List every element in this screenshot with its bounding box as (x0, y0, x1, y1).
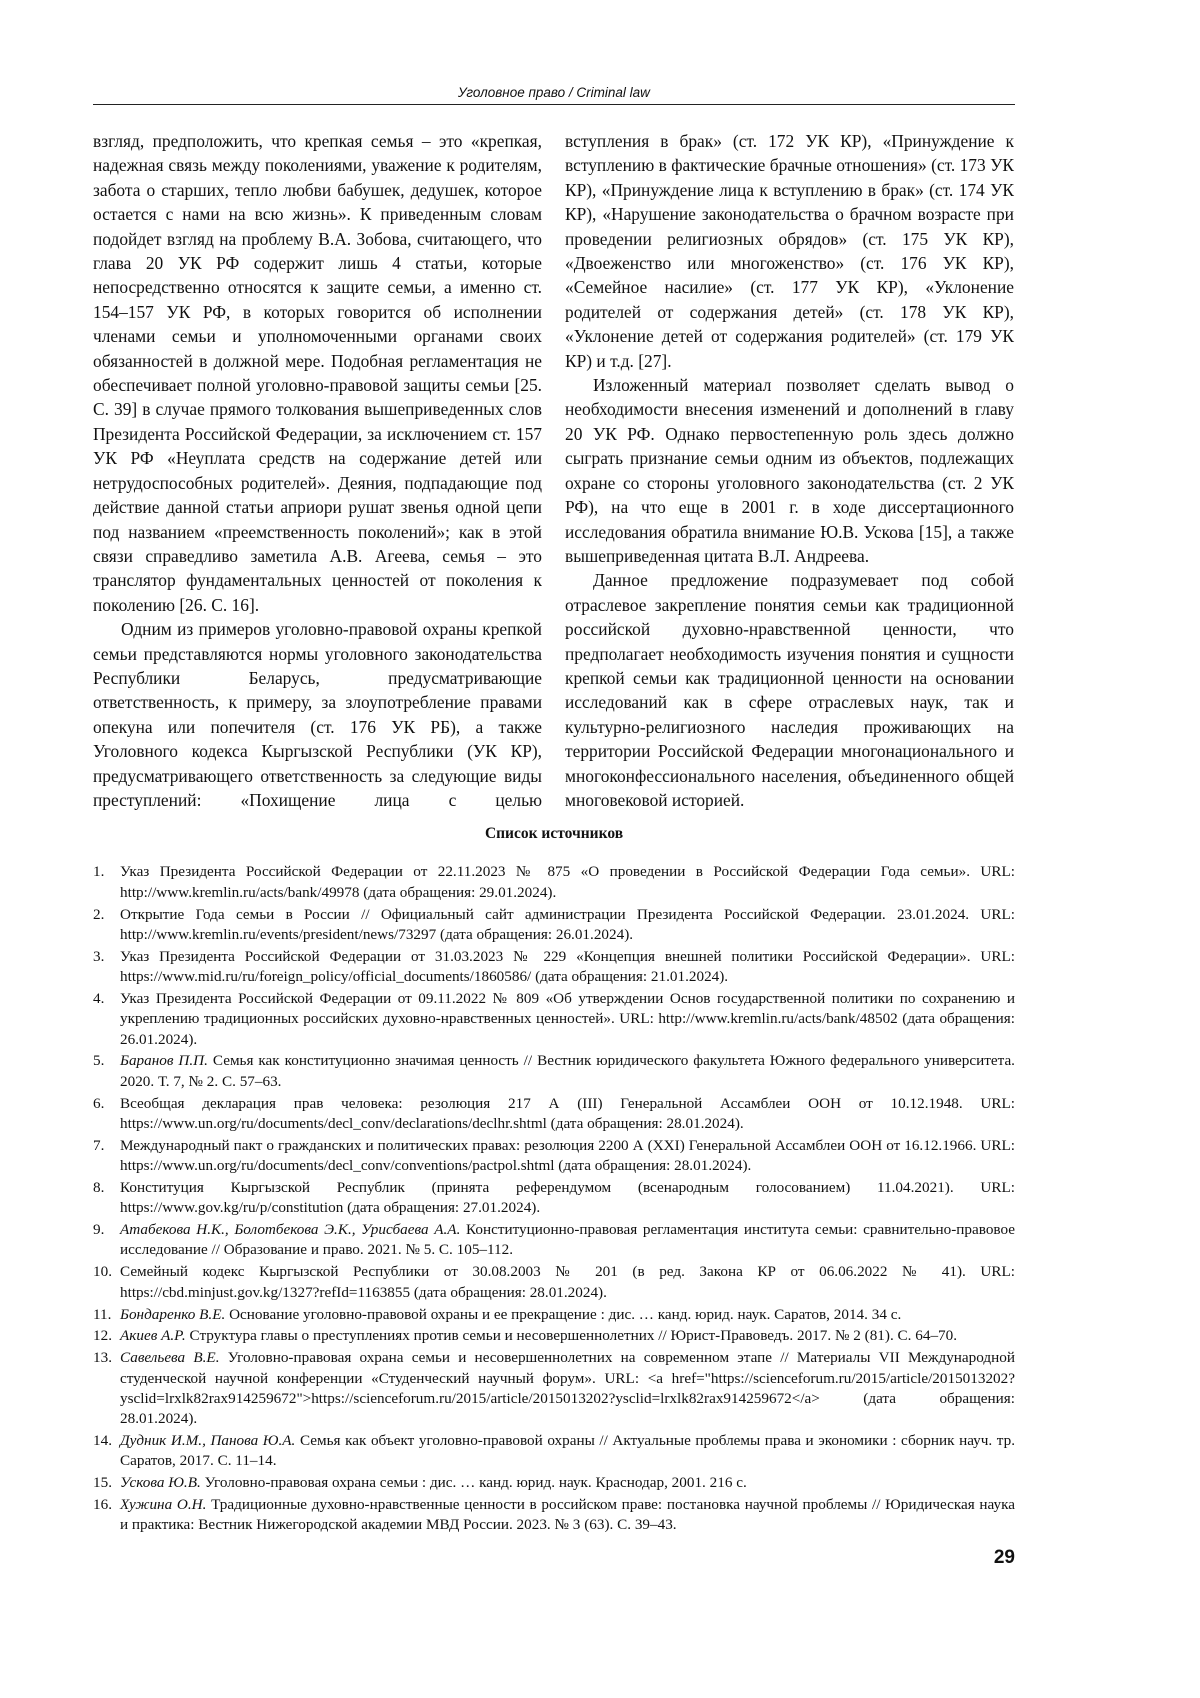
paragraph: Изложенный материал позволяет сделать вывод о необходимости внесения изменений и дополнений в главу 20 УК РФ. Однако первостепенную роль здесь должно сыграть признание семьи одним из объектов, подлежащих охране со стороны уголовного законодательства (ст. 2 УК РФ), на что еще в 2001 г. в ходе диссертационного исследования обратила внимание Ю.В. Ускова [15], а также вышеприведенная цитата В.Л. Андреева. (565, 373, 1014, 568)
reference-number: 6. (93, 1094, 104, 1114)
reference-item (93, 1473, 1015, 1493)
reference-text: Семья как объект уголовно-правовой охраны // Актуальные проблемы права и экономики : сборник науч. тр. Саратов, 2017. С. 11–14. (120, 1432, 1015, 1469)
reference-text: Основание уголовно-правовой охраны и ее прекращение : дис. … канд. юрид. наук. Саратов, 2014. 34 с. (225, 1306, 901, 1323)
reference-author: Атабекова Н.К., Болотбекова Э.К., Урисбаева А.А. (120, 1221, 460, 1238)
body-columns (93, 129, 1015, 812)
reference-text: Семейный кодекс Кыргызской Республики от 30.08.2003 № 201 (в ред. Закона КР от 06.06.2022 № 41). URL: https://cbd.minjust.gov.kg/1327?refId=1163855 (дата обращения: 28.01.2024). (120, 1263, 1015, 1300)
document-page (0, 0, 1200, 1698)
paragraph: взгляд, предположить, что крепкая семья – это «крепкая, надежная связь между поколениями, уважение к родителям, забота о старших, тепло любви бабушек, дедушек, которое остается с нами на всю жизнь». К приведенным словам подойдет взгляд на проблему В.А. Зобова, считающего, что глава 20 УК РФ содержит лишь 4 статьи, которые непосредственно относятся к защите семьи, а именно ст. 154–157 УК РФ, в которых говорится об исполнении членами семьи и уполномоченными органами своих обязанностей в должной мере. Подобная регламентация не обеспечивает полной уголовно-правовой защиты семьи [25. С. 39] в случае прямого толкования вышеприведенных слов Президента Российской Федерации, за исключением ст. 157 УК РФ «Неуплата средств на содержание детей или нетрудоспособных родителей». Деяния, подпадающие под действие данной статьи априори рушат звенья одной цепи под названием «преемственность поколений»; как в этой связи справедливо заметила А.В. Агеева, семья – это транслятор фундаментальных ценностей от поколения к поколению [26. С. 16]. (93, 129, 542, 617)
reference-text: Уголовно-правовая охрана семьи и несовершеннолетних на современном этапе // Материалы VII Международной студенческой научной конференции «Студенческий научный форум». URL: <a href="https://scienceforum.ru/2015/article/2015013202?ysclid=lrxlk82rax914259672">https://scienceforum.ru/2015/article/2015013202?ysclid=lrxlk82rax914259672</a> (дата обращения: 28.01.2024). (120, 1349, 1015, 1427)
reference-number: 4. (93, 989, 104, 1009)
reference-text: Указ Президента Российской Федерации от 22.11.2023 № 875 «О проведении в Российской Федерации Года семьи». URL: http://www.kremlin.ru/acts/bank/49978 (дата обращения: 29.01.2024). (120, 863, 1015, 900)
reference-item (93, 1431, 1015, 1472)
reference-number: 11. (93, 1305, 111, 1325)
reference-item (93, 1348, 1015, 1429)
reference-item (93, 905, 1015, 946)
running-header: Уголовное право / Criminal law (93, 84, 1015, 102)
reference-item (93, 1326, 1015, 1346)
reference-item (93, 989, 1015, 1050)
page-number: 29 (93, 1546, 1015, 1570)
reference-item (93, 1262, 1015, 1303)
reference-number: 15. (93, 1473, 112, 1493)
reference-number: 8. (93, 1178, 104, 1198)
reference-number: 14. (93, 1431, 112, 1451)
reference-number: 9. (93, 1220, 104, 1240)
reference-number: 10. (93, 1262, 112, 1282)
header-divider (93, 104, 1015, 105)
reference-number: 2. (93, 905, 104, 925)
paragraph: вступления в брак» (ст. 172 УК КР), «Принуждение к вступлению в фактические брачные отношения» (ст. 173 УК КР), «Принуждение лица к вступлению в брак» (ст. 174 УК КР), «Нарушение законодательства о брачном возрасте при проведении религиозных обрядов» (ст. 175 УК КР), «Двоеженство или многоженство» (ст. 176 УК КР), «Семейное насилие» (ст. 177 УК КР), «Уклонение родителей от содержания детей» (ст. 178 УК КР), «Уклонение детей от содержания родителей» (ст. 179 УК КР) и т.д. [27]. (565, 129, 1014, 373)
reference-author: Бондаренко В.Е. (120, 1306, 225, 1323)
reference-item (93, 1495, 1015, 1536)
reference-author: Ускова Ю.В. (120, 1474, 201, 1491)
references-list (93, 862, 1015, 1535)
reference-number: 12. (93, 1326, 112, 1346)
reference-text: Уголовно-правовая охрана семьи : дис. … канд. юрид. наук. Краснодар, 2001. 216 с. (201, 1474, 747, 1491)
reference-text: Указ Президента Российской Федерации от 31.03.2023 № 229 «Концепция внешней политики Российской Федерации». URL: https://www.mid.ru/ru/foreign_policy/official_documents/1860586/ (дата обращения: 21.01.2024). (120, 948, 1015, 985)
reference-author: Дудник И.М., Панова Ю.А. (120, 1432, 295, 1449)
reference-number: 3. (93, 947, 104, 967)
reference-text: Традиционные духовно-нравственные ценности в российском праве: постановка научной проблемы // Юридическая наука и практика: Вестник Нижегородской академии МВД России. 2023. № 3 (63). С. 39–43. (120, 1496, 1015, 1533)
reference-author: Савельева В.Е. (120, 1349, 220, 1366)
reference-item (93, 1094, 1015, 1135)
reference-item (93, 1136, 1015, 1177)
reference-item (93, 947, 1015, 988)
reference-author: Акиев А.Р. (120, 1327, 186, 1344)
reference-text: Конституционно-правовая регламентация института семьи: сравнительно-правовое исследование // Образование и право. 2021. № 5. С. 105–112. (120, 1221, 1015, 1258)
reference-text: Конституция Кыргызской Республик (принята референдумом (всенародным голосованием) 11.04.2021). URL: https://www.gov.kg/ru/p/constitution (дата обращения: 27.01.2024). (120, 1179, 1015, 1216)
reference-item (93, 1051, 1015, 1092)
reference-item (93, 1305, 1015, 1325)
reference-item (93, 862, 1015, 903)
reference-number: 16. (93, 1495, 112, 1515)
left-column (93, 129, 542, 812)
reference-number: 13. (93, 1348, 112, 1368)
reference-item (93, 1178, 1015, 1219)
reference-author: Баранов П.П. (120, 1052, 208, 1069)
reference-text: Структура главы о преступлениях против семьи и несовершеннолетних // Юрист-Правоведъ. 2017. № 2 (81). С. 64–70. (186, 1327, 957, 1344)
reference-text: Открытие Года семьи в России // Официальный сайт администрации Президента Российской Федерации. 23.01.2024. URL: http://www.kremlin.ru/events/president/news/73297 (дата обращения: 26.01.2024). (120, 906, 1015, 943)
references-heading: Список источников (93, 824, 1015, 844)
reference-text: Международный пакт о гражданских и политических правах: резолюция 2200 А (XXI) Генеральной Ассамблеи ООН от 16.12.1966. URL: https://www.un.org/ru/documents/decl_conv/conventions/pactpol.shtml (дата обращения: 28.01.2024). (120, 1137, 1015, 1174)
reference-text: Семья как конституционно значимая ценность // Вестник юридического факультета Южного федерального университета. 2020. Т. 7, № 2. С. 57–63. (120, 1052, 1015, 1089)
reference-text: Указ Президента Российской Федерации от 09.11.2022 № 809 «Об утверждении Основ государственной политики по сохранению и укреплению традиционных российских духовно-нравственных ценностей». URL: http://www.kremlin.ru/acts/bank/48502 (дата обращения: 26.01.2024). (120, 990, 1015, 1048)
right-column (565, 129, 1014, 812)
reference-number: 7. (93, 1136, 104, 1156)
paragraph: Данное предложение подразумевает под собой отраслевое закрепление понятия семьи как традиционной российской духовно-нравственной ценности, что предполагает необходимость изучения понятия и сущности крепкой семьи как традиционной ценности на основании исследований как в сфере отраслевых наук, так и культурно-религиозного наследия проживающих на территории Российской Федерации многонационального и многоконфессионального населения, объединенного общей многовековой историей. (565, 568, 1014, 812)
reference-number: 5. (93, 1051, 104, 1071)
reference-number: 1. (93, 862, 104, 882)
reference-text: Всеобщая декларация прав человека: резолюция 217 А (III) Генеральной Ассамблеи ООН от 10.12.1948. URL: https://www.un.org/ru/documents/decl_conv/declarations/declhr.shtml (дата обращения: 28.01.2024). (120, 1095, 1015, 1132)
reference-item (93, 1220, 1015, 1261)
paragraph: Одним из примеров уголовно-правовой охраны крепкой семьи представляются нормы уголовного законодательства Республики Беларусь, предусматривающие ответственность, к примеру, за злоупотребление правами опекуна или попечителя (ст. 176 УК РБ), а также Уголовного кодекса Кыргызской Республики (УК КР), предусматривающего ответственность за следующие виды преступлений: «Похищение лица с целью (93, 617, 542, 812)
reference-author: Хужина О.Н. (120, 1496, 206, 1513)
